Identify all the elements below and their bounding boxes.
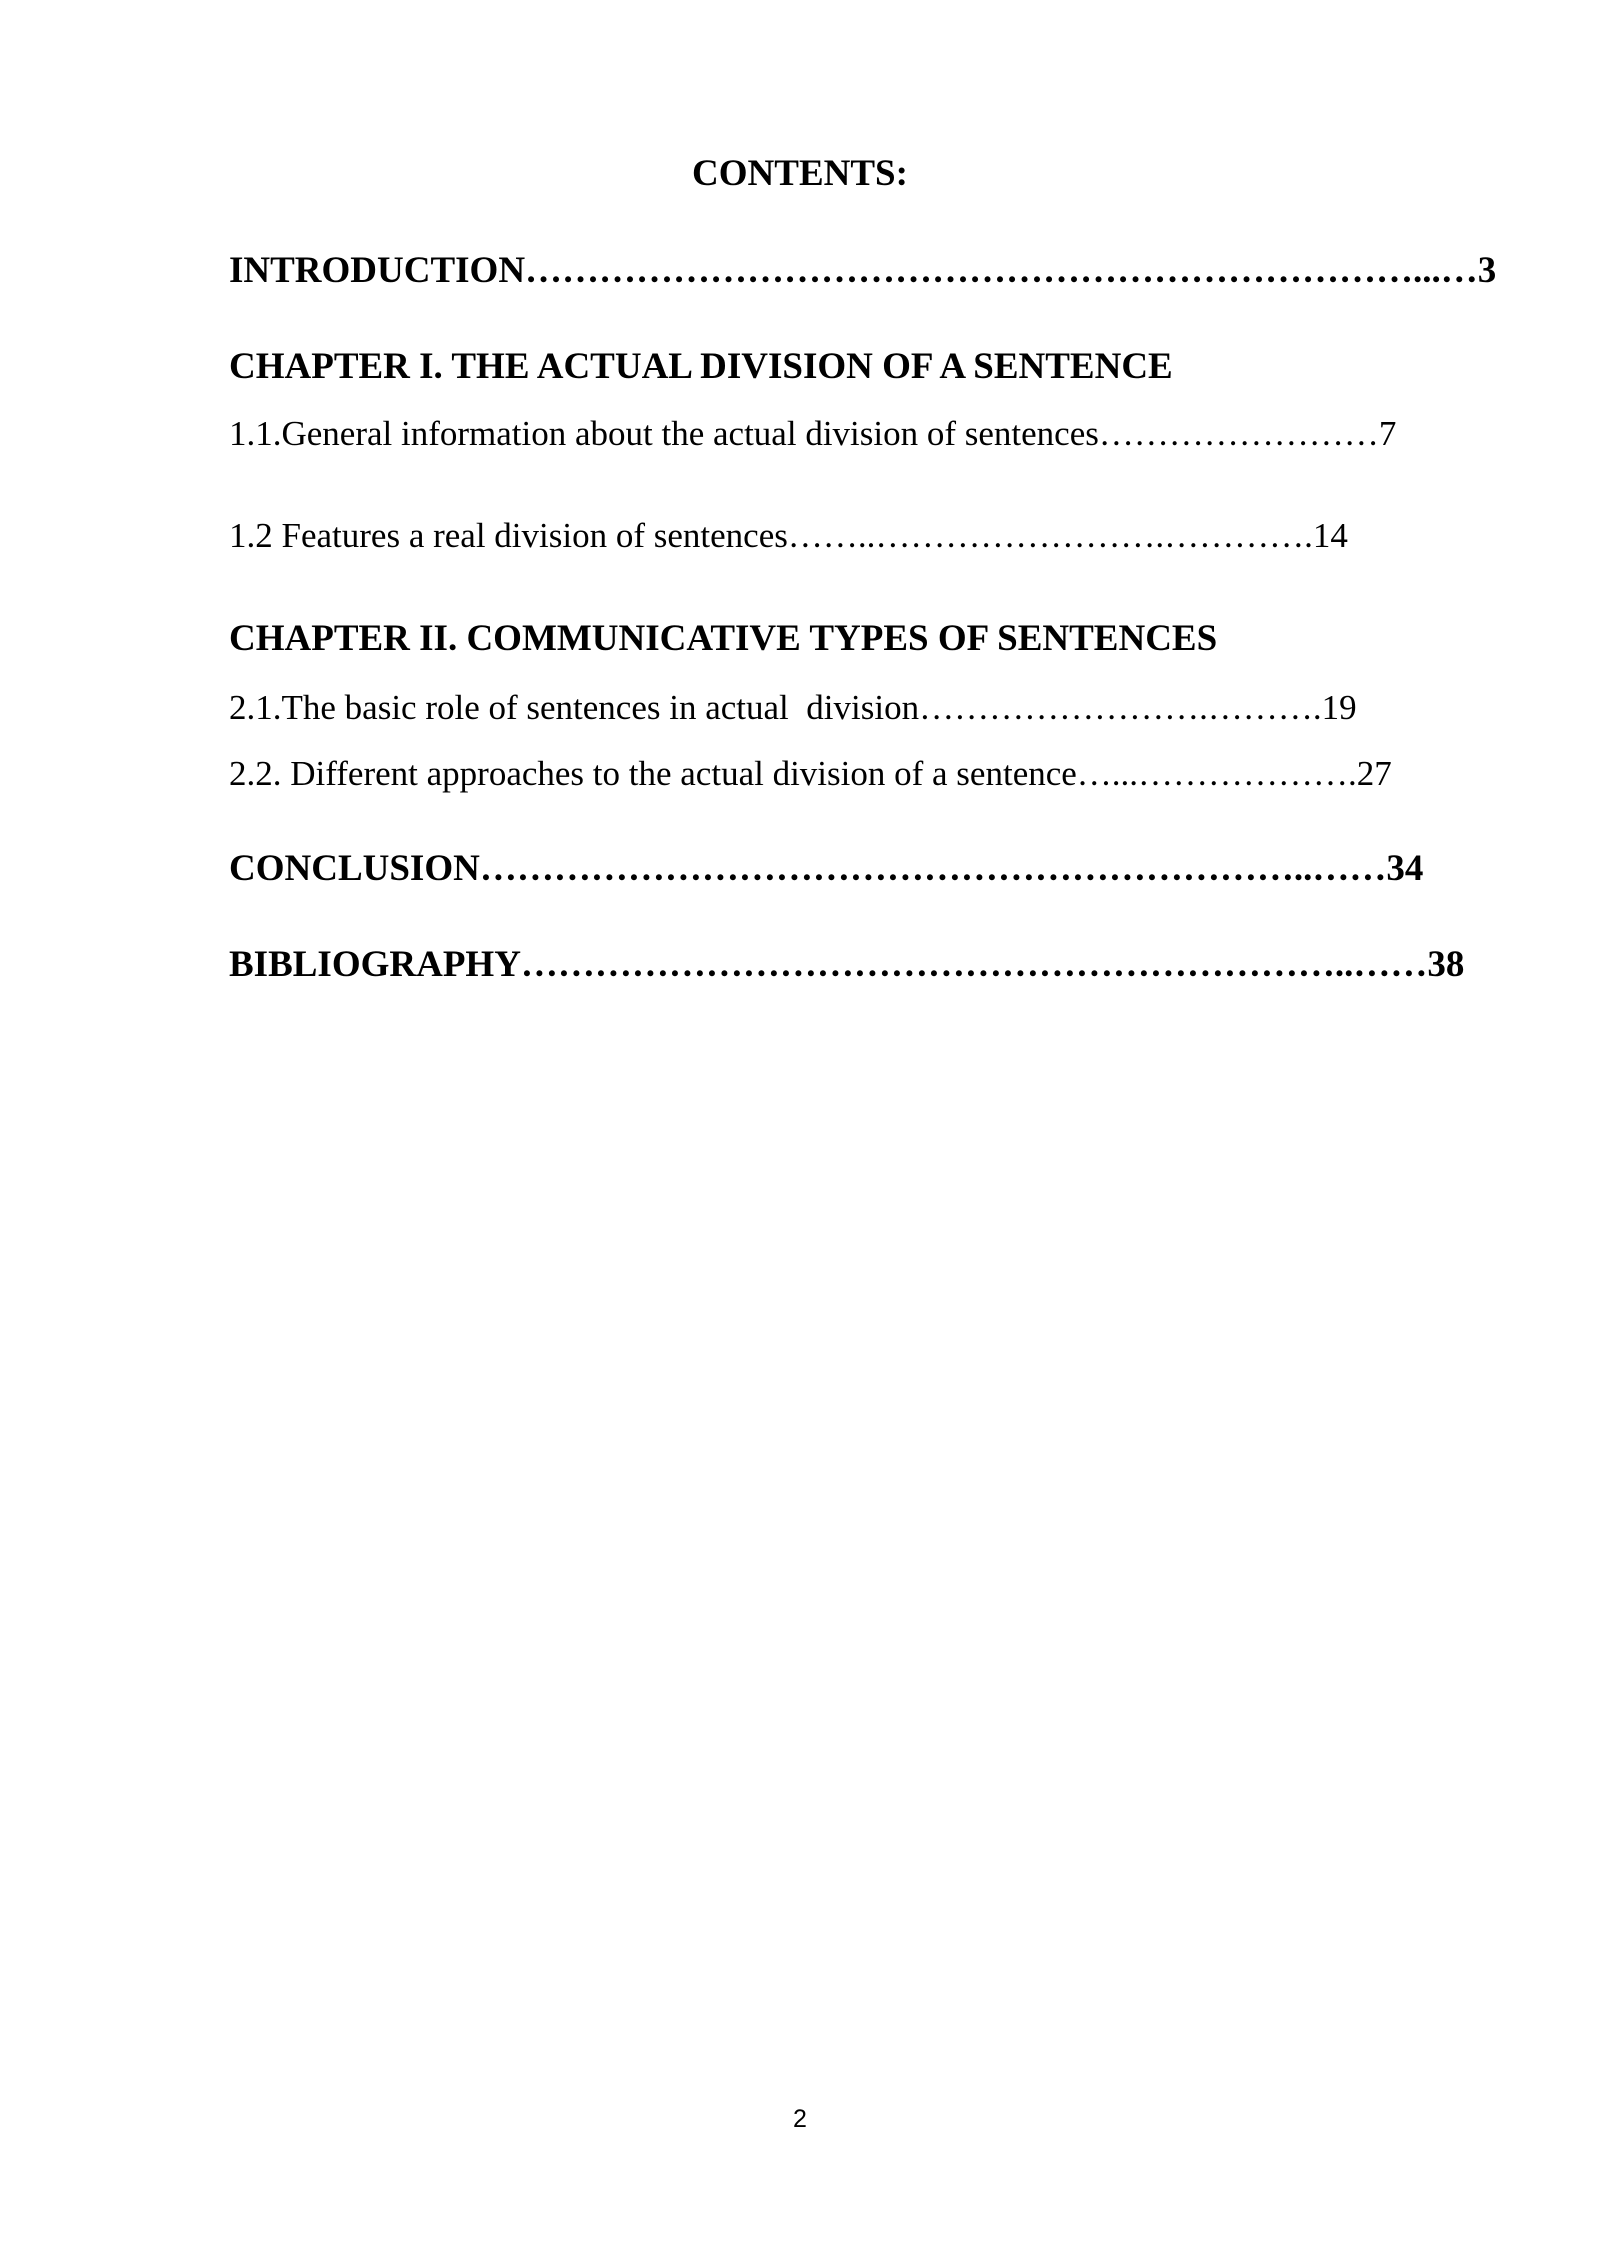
page-number: 2	[793, 2105, 807, 2133]
toc-entry-2-1: 2.1.The basic role of sentences in actual division…………………….……….19	[229, 688, 1357, 727]
toc-entry-introduction: INTRODUCTION………………………………………………………………...…3	[229, 250, 1497, 291]
toc-entry-1-1: 1.1.General information about the actual division of sentences……………………7	[229, 414, 1397, 453]
toc-chapter-1-heading: CHAPTER I. THE ACTUAL DIVISION OF A SENTENCE	[229, 346, 1173, 387]
toc-chapter-2-heading: CHAPTER II. COMMUNICATIVE TYPES OF SENTENCES	[229, 618, 1218, 659]
toc-entry-2-2: 2.2. Different approaches to the actual division of a sentence…...……………….27	[229, 754, 1392, 793]
toc-entry-1-2: 1.2 Features a real division of sentences……..…………………….………….14	[229, 516, 1348, 555]
contents-heading: CONTENTS:	[692, 153, 908, 194]
toc-entry-bibliography: BIBLIOGRAPHY…………………………………………………………..……38	[229, 944, 1465, 985]
toc-entry-conclusion: CONCLUSION…………………………………………………………..……34	[229, 848, 1424, 889]
